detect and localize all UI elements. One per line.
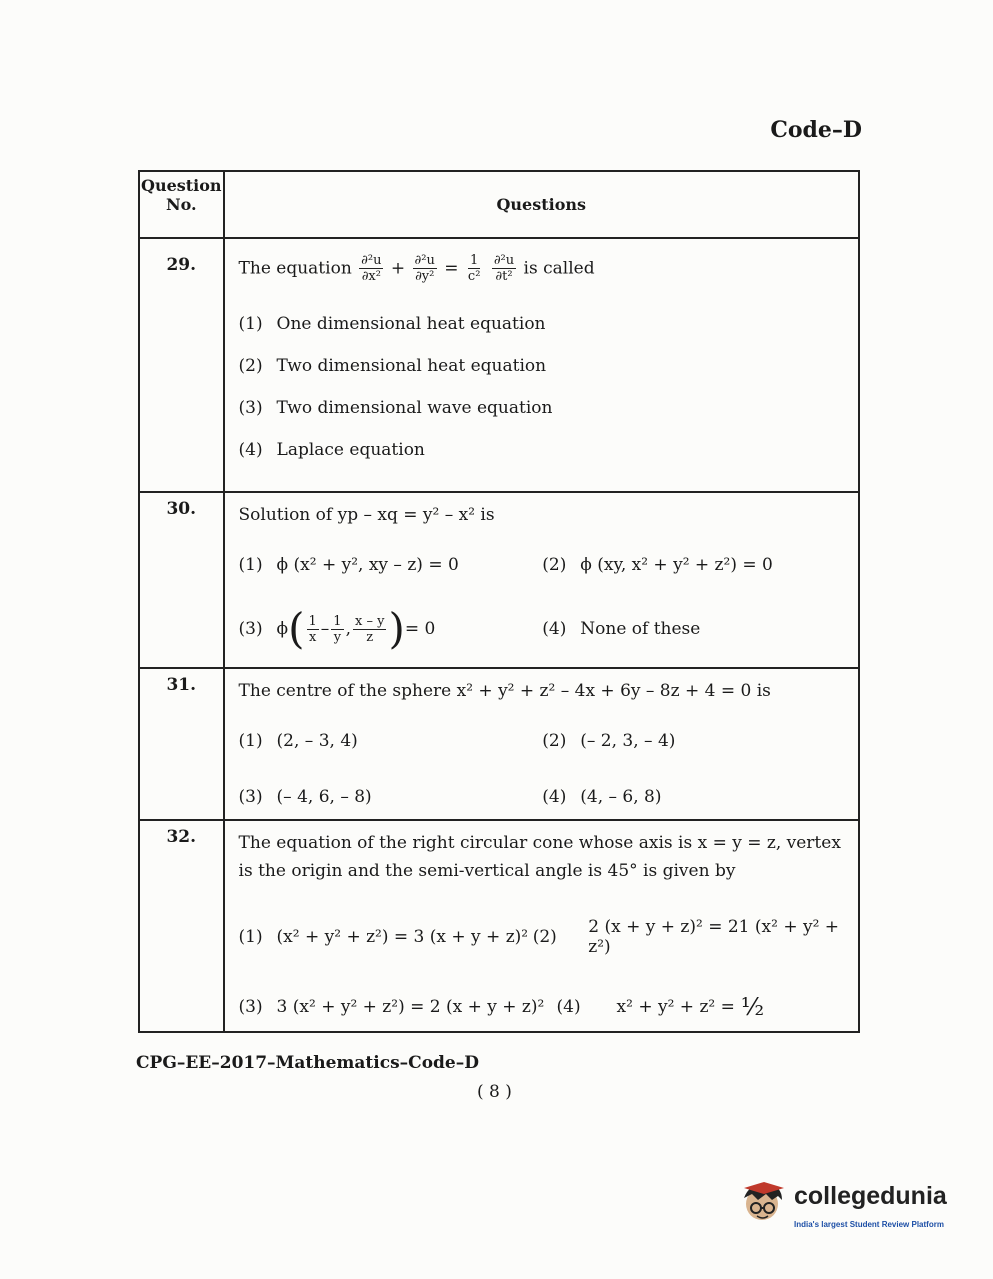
option-4[interactable]: (4) None of these <box>542 619 701 639</box>
option-3[interactable]: (3) Two dimensional wave equation <box>238 398 553 418</box>
question-number: 32. <box>139 820 224 1032</box>
question-stem: The equation of the right circular cone whose axis is x = y = z, vertex is the origin and the semi-vertical angle is 45° is given by <box>238 833 841 881</box>
one-over-y-fraction: $\frac{1}{y}$ <box>333 613 342 645</box>
question-row-32 <box>139 820 859 1032</box>
question-number: 29. <box>139 238 224 492</box>
option-3[interactable]: (3) ϕ ( $\frac{1}{x}$ – $\frac{1}{y}$ , $\frac{x - y}{z}$ ) = 0 <box>238 604 436 653</box>
question-row-30 <box>139 492 859 668</box>
x-minus-y-over-z-fraction: $\frac{x - y}{z}$ <box>354 613 385 645</box>
option-4[interactable]: (4) x² + y² + z² = ½ <box>556 993 765 1021</box>
option-4[interactable]: (4) Laplace equation <box>238 440 425 460</box>
option-3[interactable]: (3) 3 (x² + y² + z²) = 2 (x + y + z)² <box>238 997 545 1017</box>
option-4[interactable]: (4) (4, – 6, 8) <box>542 787 662 807</box>
option-2[interactable]: (2) 2 (x + y + z)² = 21 (x² + y² + z²) <box>532 917 840 957</box>
question-number: 30. <box>139 492 224 668</box>
mascot-icon <box>738 1178 790 1230</box>
option-1[interactable]: (1) One dimensional heat equation <box>238 314 546 334</box>
question-row-31 <box>139 668 859 820</box>
question-stem: Solution of yp – xq = y² – x² is <box>238 505 495 525</box>
question-no-header: Question No. <box>139 171 224 238</box>
footer-paper-code: CPG–EE–2017–Mathematics–Code–D <box>136 1053 479 1073</box>
option-1[interactable]: (1) ϕ (x² + y², xy – z) = 0 <box>238 555 459 575</box>
question-number: 31. <box>139 668 224 820</box>
option-1[interactable]: (1) (x² + y² + z²) = 3 (x + y + z)² <box>238 927 529 947</box>
question-stem: The equation $\frac{\text{∂²u}}{\text{∂x²}}$ + $\frac{\text{∂²u}}{\text{∂y²}}$ = $\frac{1}{\text{c²}}$ $\frac{\text{∂²u}}{\text{∂t²}}$ is called <box>238 253 595 284</box>
questions-header: Questions <box>224 171 859 238</box>
option-3[interactable]: (3) (– 4, 6, – 8) <box>238 787 372 807</box>
d2u-dt2-fraction: $\frac{\text{∂²u}}{\text{∂t²}}$ <box>493 253 515 284</box>
question-stem: The centre of the sphere x² + y² + z² – 4x + 6y – 8z + 4 = 0 is <box>238 681 771 701</box>
question-table <box>138 170 860 1033</box>
phi-symbol: ϕ <box>276 619 289 639</box>
option-2[interactable]: (2) ϕ (xy, x² + y² + z²) = 0 <box>542 555 773 575</box>
option-2[interactable]: (2) Two dimensional heat equation <box>238 356 547 376</box>
option-1[interactable]: (1) (2, – 3, 4) <box>238 731 358 751</box>
option-2[interactable]: (2) (– 2, 3, – 4) <box>542 731 676 751</box>
collegedunia-logo: collegedunia India's largest Student Review Platform <box>738 1178 963 1238</box>
question-row-29 <box>139 238 859 492</box>
one-over-x-fraction: $\frac{1}{x}$ <box>308 613 317 645</box>
paper-code-label: Code–D <box>770 117 862 143</box>
d2u-dx2-fraction: $\frac{\text{∂²u}}{\text{∂x²}}$ <box>361 253 382 284</box>
one-half-fraction: ½ <box>740 993 765 1021</box>
one-over-c2-fraction: $\frac{1}{\text{c²}}$ <box>467 253 481 284</box>
table-header-row <box>139 171 859 238</box>
page-number: ( 8 ) <box>477 1082 512 1102</box>
d2u-dy2-fraction: $\frac{\text{∂²u}}{\text{∂y²}}$ <box>414 253 435 284</box>
